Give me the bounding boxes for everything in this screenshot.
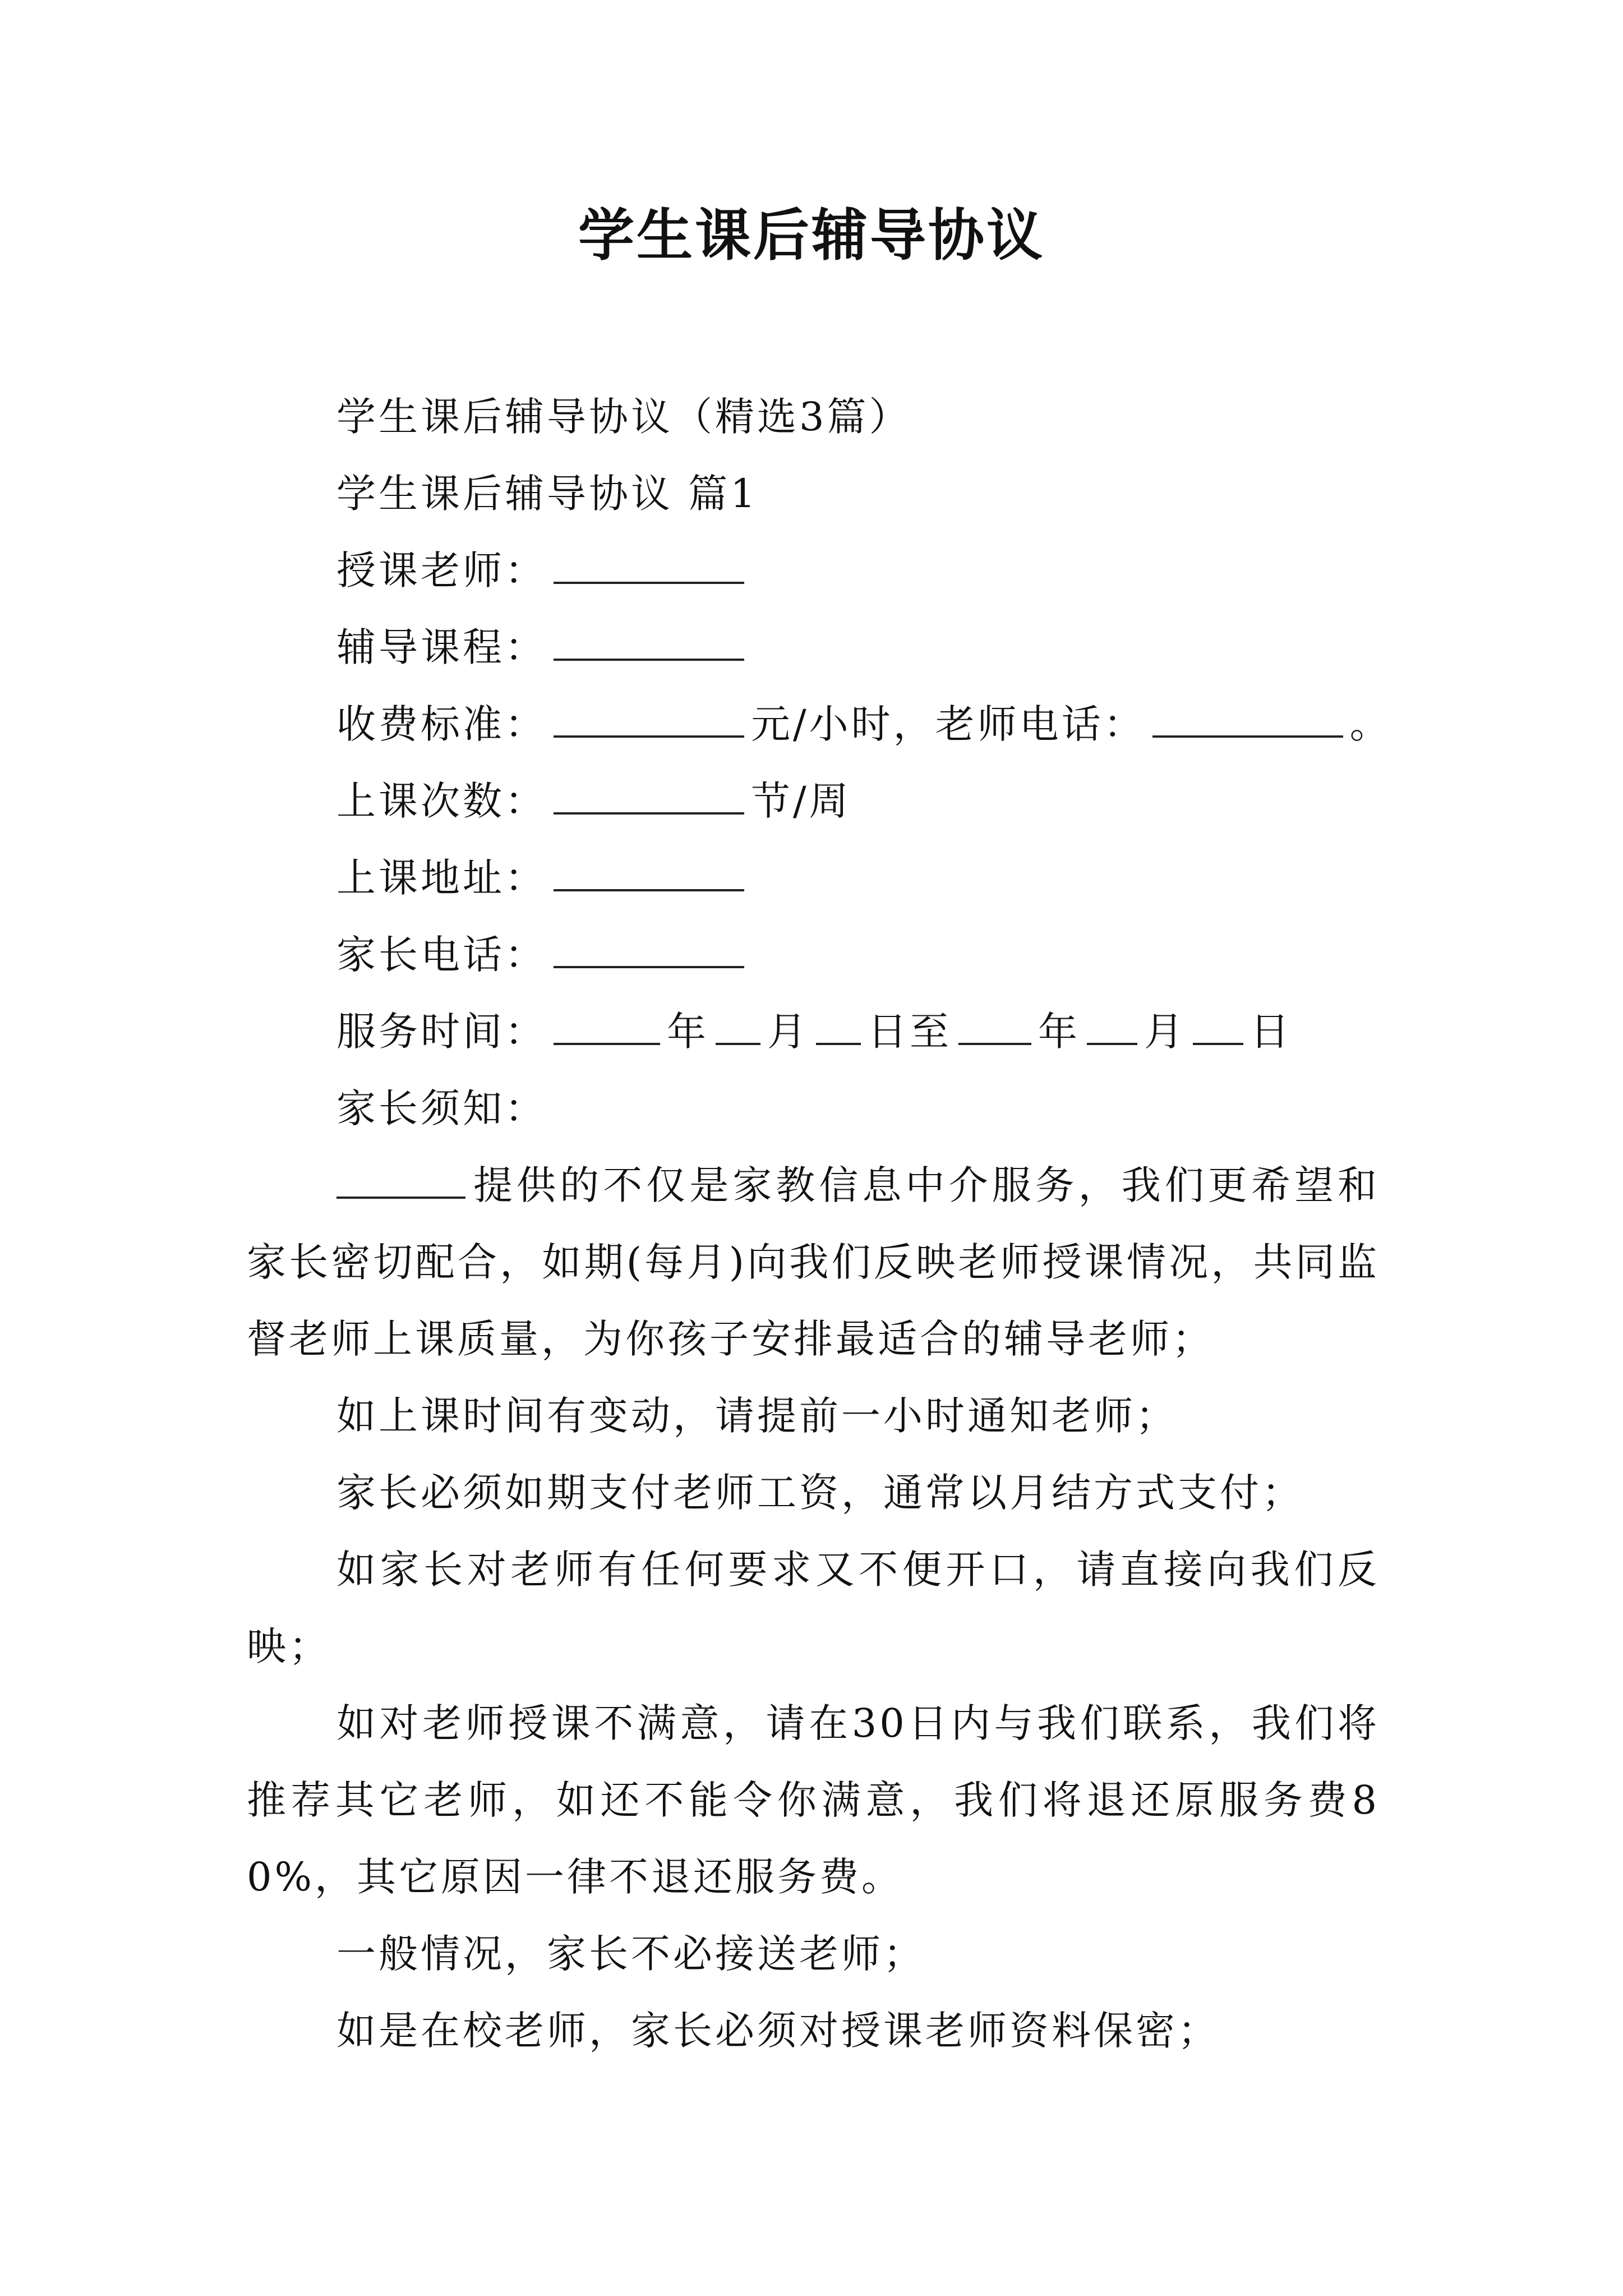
start-month-label: 月 — [767, 1009, 809, 1055]
teacher-label: 授课老师： — [336, 547, 547, 593]
parent-phone-label: 家长电话： — [336, 932, 547, 978]
notice-item: 家长必须如期支付老师工资，通常以月结方式支付； — [336, 1470, 1304, 1516]
end-day-label: 日 — [1250, 1009, 1292, 1055]
start-year-blank — [554, 1009, 660, 1045]
start-month-blank — [716, 1009, 760, 1045]
end-month-label: 月 — [1144, 1009, 1186, 1055]
document-body — [247, 379, 1392, 2069]
teacher-phone-blank — [1152, 702, 1343, 738]
address-field — [247, 840, 1380, 917]
end-month-blank — [1087, 1009, 1137, 1045]
address-label: 上课地址： — [336, 855, 547, 901]
parent-phone-blank — [554, 932, 744, 968]
course-label: 辅导课程： — [336, 624, 547, 670]
service-time-field — [247, 993, 1380, 1070]
notice-heading: 家长须知： — [336, 1085, 547, 1131]
agency-name-blank — [336, 1163, 465, 1199]
document-title: 学生课后辅导协议 — [578, 203, 1045, 268]
sessions-label: 上课次数： — [336, 778, 547, 824]
parent-phone-field — [247, 917, 1380, 993]
fee-unit: 元/小时，老师电话： — [751, 701, 1146, 747]
notice-item: 如上课时间有变动，请提前一小时通知老师； — [336, 1393, 1178, 1439]
teacher-blank — [554, 548, 744, 584]
sessions-blank — [554, 779, 744, 815]
fee-end: 。 — [1349, 701, 1392, 747]
sessions-field — [247, 763, 1380, 840]
end-day-blank — [1193, 1009, 1243, 1045]
section-heading: 学生课后辅导协议 篇1 — [336, 471, 758, 517]
fee-field — [247, 686, 1392, 763]
address-blank — [554, 855, 744, 891]
fee-blank — [554, 702, 744, 738]
notice-item: 一般情况，家长不必接送老师； — [336, 1931, 925, 1977]
course-field — [247, 609, 1380, 686]
notice-item: 如是在校老师，家长必须对授课老师资料保密； — [336, 2008, 1220, 2054]
fee-label: 收费标准： — [336, 701, 547, 747]
teacher-field — [247, 532, 1380, 609]
notice-item: 如对老师授课不满意，请在30日内与我们联系，我们将推荐其它老师，如还不能令你满意，我们将退还原服务费80%，其它原因一律不退还服务费。 — [247, 1700, 1380, 1900]
end-year-label: 年 — [1038, 1009, 1080, 1055]
start-day-blank — [816, 1009, 861, 1045]
start-day-label: 日至 — [868, 1009, 952, 1055]
sessions-unit: 节/周 — [751, 778, 851, 824]
start-year-label: 年 — [667, 1009, 709, 1055]
notice-paragraph — [247, 1147, 1380, 1378]
document-subtitle: 学生课后辅导协议（精选3篇） — [336, 394, 911, 440]
course-blank — [554, 625, 744, 661]
end-year-blank — [958, 1009, 1031, 1045]
service-time-label: 服务时间： — [336, 1009, 547, 1055]
notice-paragraph-text: 提供的不仅是家教信息中介服务，我们更希望和家长密切配合，如期(每月)向我们反映老师授课情况，共同监督老师上课质量，为你孩子安排最适合的辅导老师； — [247, 1162, 1380, 1362]
notice-item: 如家长对老师有任何要求又不便开口，请直接向我们反映； — [247, 1547, 1380, 1669]
